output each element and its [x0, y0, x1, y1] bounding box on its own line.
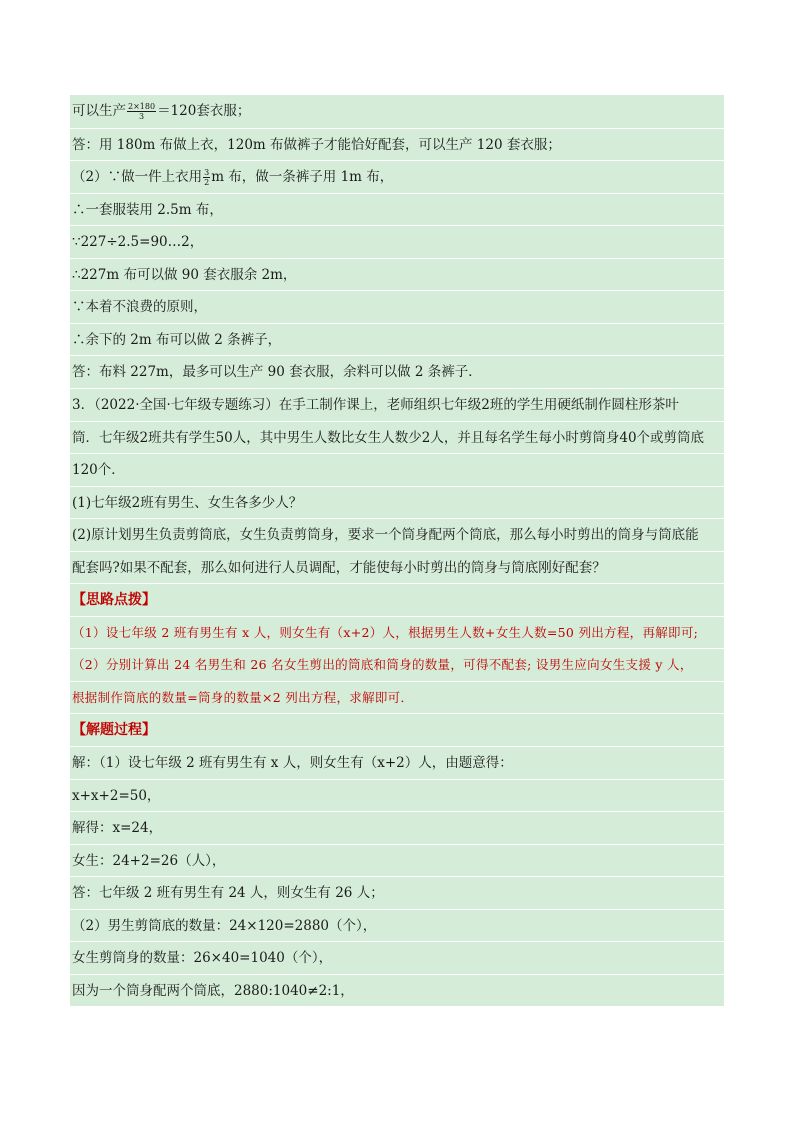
line-suffix: ＝120套衣服； [157, 103, 251, 119]
text-line: (1)七年级2班有男生、女生各多少人？ [70, 486, 724, 519]
text-line: 女生：24+2=26（人）， [70, 844, 724, 877]
text-line: 3．（2022·全国·七年级专题练习）在手工制作课上，老师组织七年级2班的学生用硬纸制作圆柱形茶叶 [70, 388, 724, 421]
text-line: （2）分别计算出 24 名男生和 26 名女生剪出的筒底和筒身的数量，可得不配套; 设男生应向女生支援 y 人， [70, 648, 724, 681]
text-line: 答：布料 227m，最多可以生产 90 套衣服，余料可以做 2 条裤子． [70, 355, 724, 388]
text-line: x+x+2=50， [70, 779, 724, 812]
text-line [70, 160, 724, 193]
fraction [127, 102, 156, 121]
text-line: ∴227m 布可以做 90 套衣服余 2m， [70, 258, 724, 291]
text-line: （2）男生剪筒底的数量：24×120=2880（个）， [70, 909, 724, 942]
text-line [70, 95, 724, 128]
text-line: 答：七年级 2 班有男生有 24 人，则女生有 26 人； [70, 876, 724, 909]
text-line: 解得：x=24， [70, 811, 724, 844]
section-heading: 【解题过程】 [70, 713, 724, 746]
text-line: 根据制作筒底的数量=筒身的数量×2 列出方程，求解即可． [70, 681, 724, 714]
text-line: ∵227÷2.5=90…2， [70, 225, 724, 258]
text-line: 答：用 180m 布做上衣，120m 布做裤子才能恰好配套，可以生产 120 套衣服； [70, 128, 724, 161]
text-line: 配套吗?如果不配套，那么如何进行人员调配，才能使每小时剪出的筒身与筒底刚好配套？ [70, 551, 724, 584]
fraction-numerator: 2×180 [128, 102, 156, 111]
text-line: 女生剪筒身的数量：26×40=1040（个）， [70, 941, 724, 974]
line-prefix: （2）∵做一件上衣用 [72, 169, 203, 186]
text-line: (2)原计划男生负责剪筒底，女生负责剪筒身，要求一个筒身配两个筒底，那么每小时剪出的筒身与筒底能 [70, 518, 724, 551]
text-line: ∴余下的 2m 布可以做 2 条裤子， [70, 323, 724, 356]
fraction-denominator: 2 [204, 178, 210, 188]
text-line: 因为一个筒身配两个筒底，2880:1040≠2:1， [70, 974, 724, 1007]
text-line: 120个． [70, 453, 724, 486]
text-line: （1）设七年级 2 班有男生有 x 人，则女生有（x+2）人，根据男生人数+女生人数=50 列出方程，再解即可; [70, 616, 724, 649]
fraction [203, 168, 210, 187]
text-line: ∴一套服装用 2.5m 布， [70, 193, 724, 226]
text-line: ∵本着不浪费的原则， [70, 290, 724, 323]
fraction-denominator: 3 [138, 112, 145, 121]
line-prefix: 可以生产 [72, 103, 126, 119]
line-suffix: m 布，做一条裤子用 1m 布， [211, 169, 394, 186]
text-line: 筒．七年级2班共有学生50人，其中男生人数比女生人数少2人，并且每名学生每小时剪筒身40个或剪筒底 [70, 421, 724, 454]
fraction-numerator: 3 [204, 168, 210, 178]
document-body [70, 95, 724, 1006]
text-line: 解：（1）设七年级 2 班有男生有 x 人，则女生有（x+2）人，由题意得： [70, 746, 724, 779]
section-heading: 【思路点拨】 [70, 583, 724, 616]
